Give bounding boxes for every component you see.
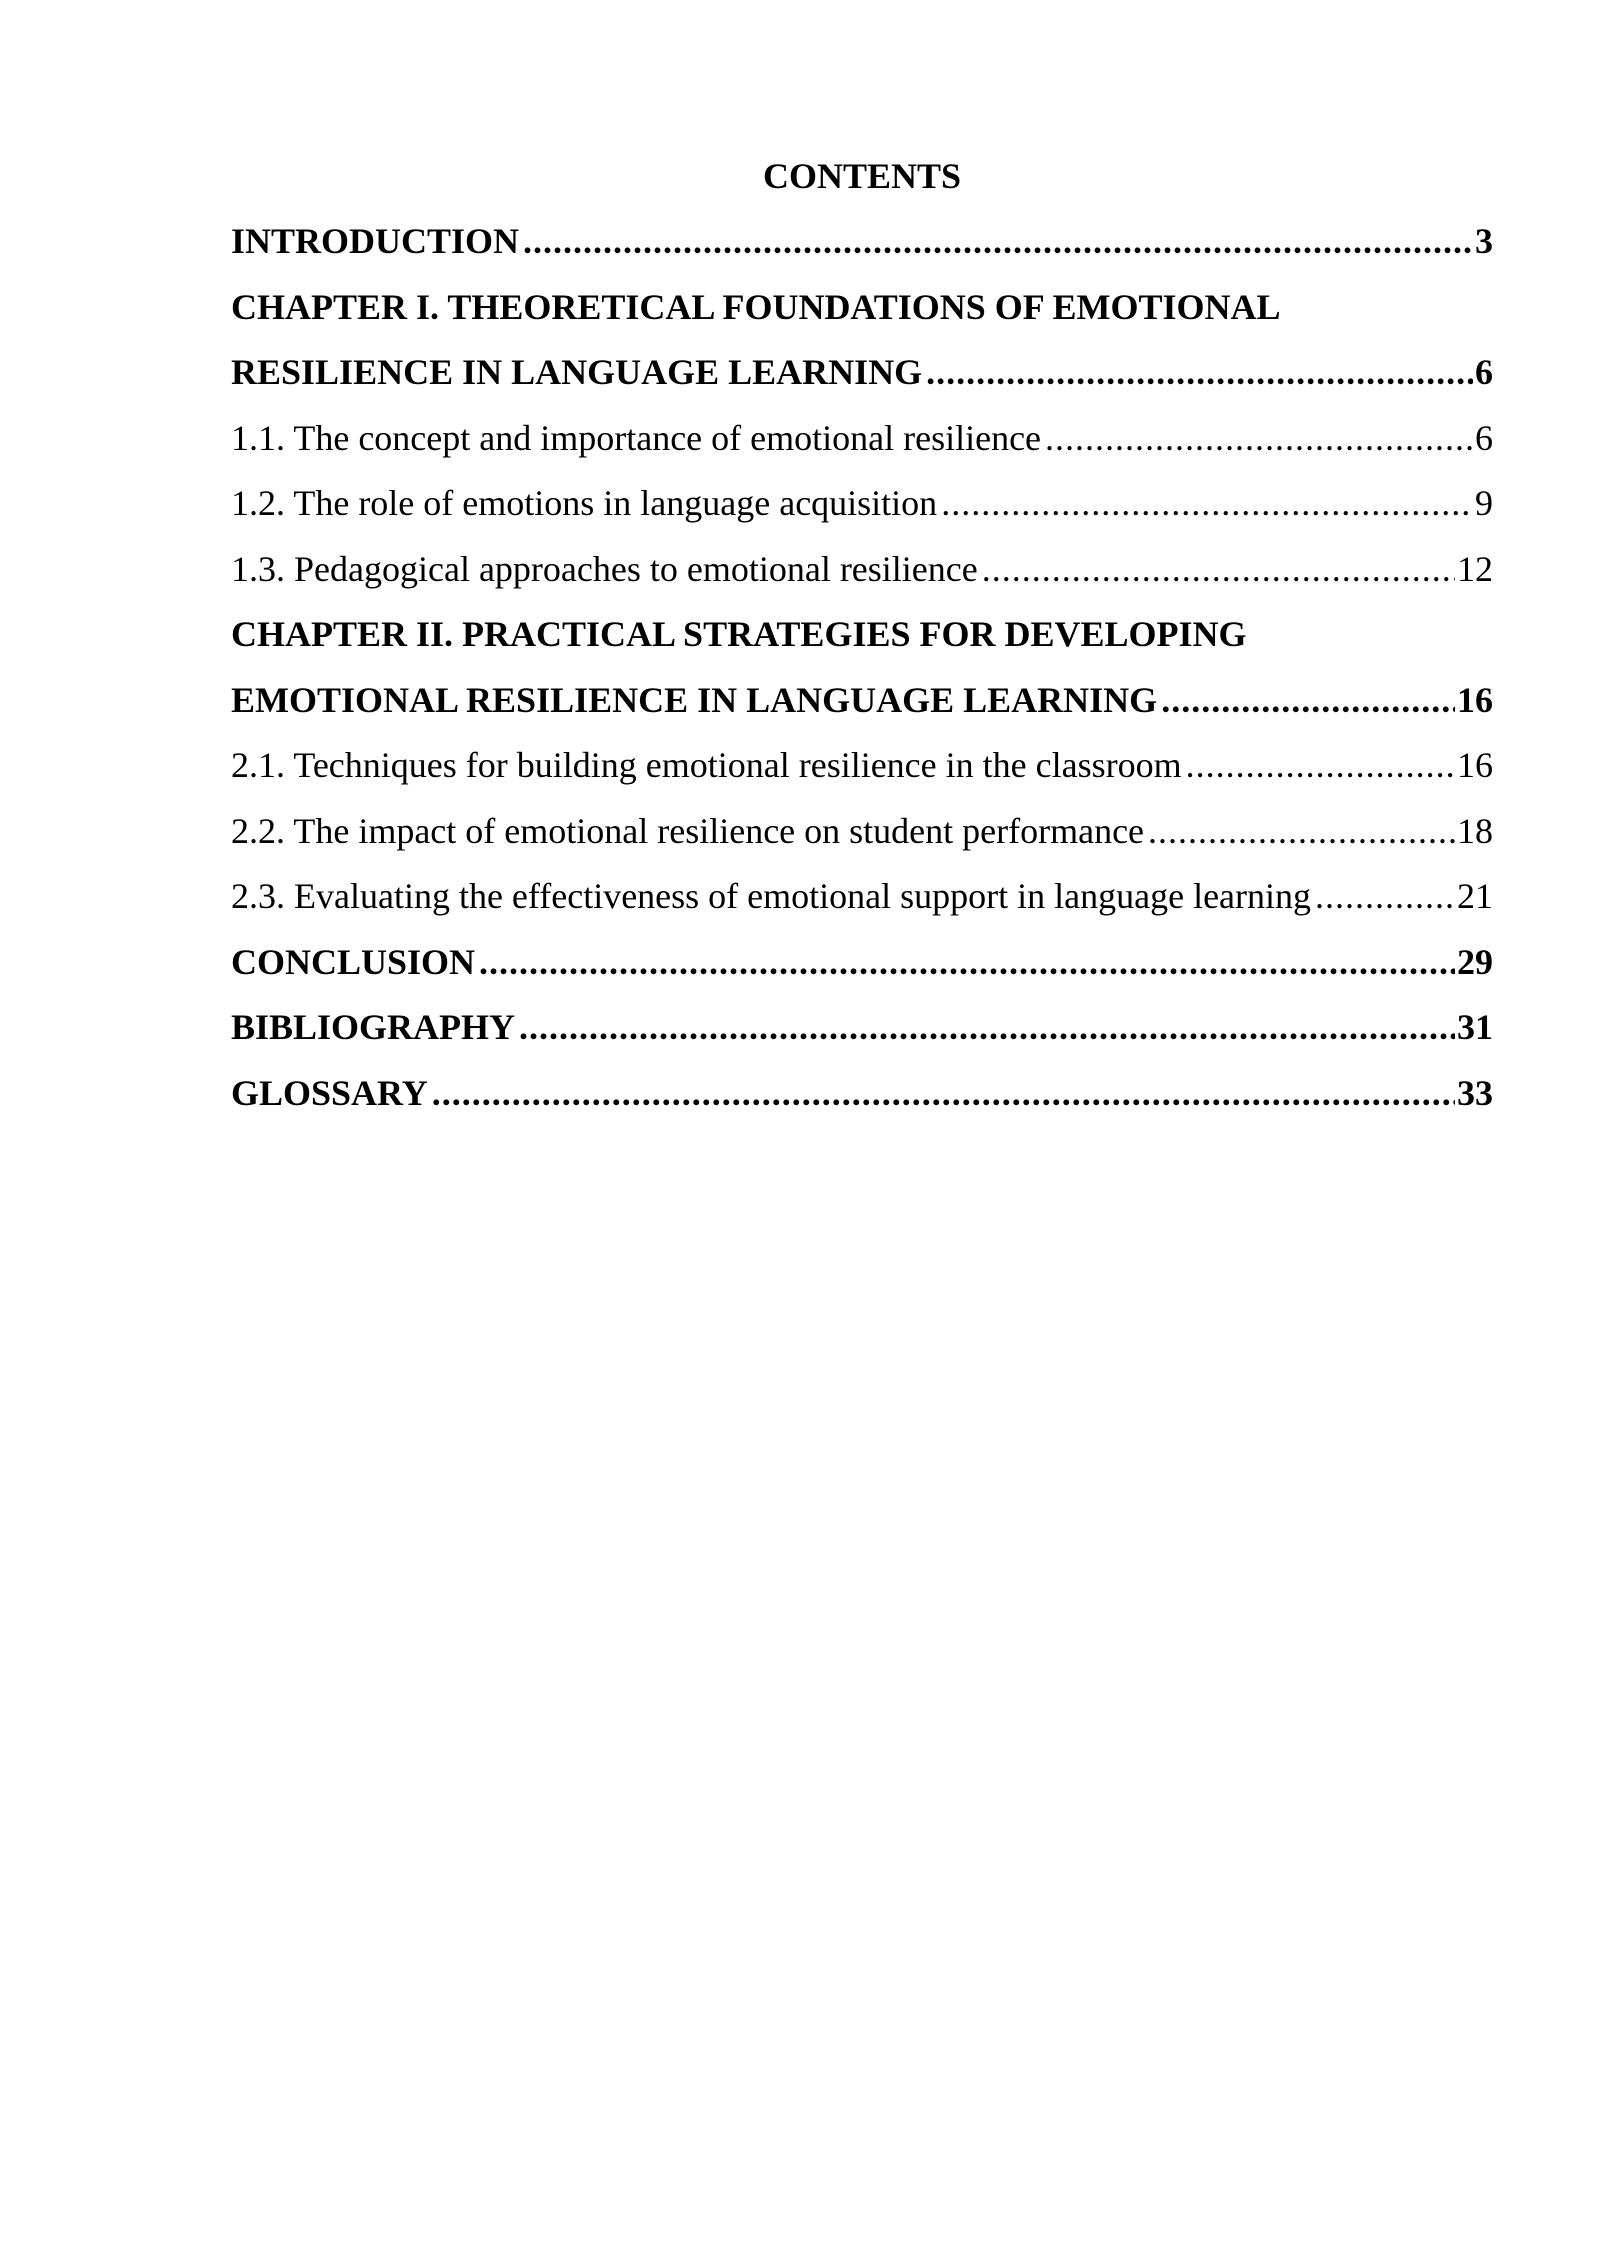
- toc-page-number: 21: [1457, 876, 1493, 916]
- toc-entry-label: 1.1. The concept and importance of emotional resilience: [231, 417, 1042, 458]
- toc-entry-label: 1.2. The role of emotions in language acquisition: [231, 483, 938, 523]
- dot-leader: [982, 537, 1455, 603]
- dot-leader: [1315, 864, 1455, 930]
- toc-page-number: 6: [1475, 352, 1493, 392]
- dot-leader: [1045, 406, 1473, 472]
- toc-entry-label-line-2: EMOTIONAL RESILIENCE IN LANGUAGE LEARNING: [231, 679, 1158, 720]
- toc-entry-chapter-1[interactable]: [231, 275, 1493, 406]
- dot-leader: [1186, 733, 1455, 799]
- toc-entry-bibliography[interactable]: [231, 995, 1493, 1061]
- toc-entry-glossary[interactable]: [231, 1061, 1493, 1127]
- toc-entry-section-1-2[interactable]: [231, 471, 1493, 537]
- dot-leader: [1161, 668, 1455, 734]
- toc-page-number: 6: [1475, 417, 1493, 458]
- toc-page-number: 33: [1457, 1072, 1493, 1113]
- toc-entry-conclusion[interactable]: [231, 930, 1493, 996]
- toc-page-number: 12: [1457, 548, 1493, 589]
- toc-entry-section-2-2[interactable]: [231, 799, 1493, 865]
- dot-leader: [941, 471, 1473, 537]
- dot-leader: [519, 995, 1455, 1061]
- dot-leader: [523, 209, 1473, 275]
- toc-entry-label: 2.1. Techniques for building emotional resilience in the classroom: [231, 745, 1182, 785]
- dot-leader: [1148, 799, 1455, 865]
- toc-entry-section-1-1[interactable]: [231, 406, 1493, 472]
- toc-title: CONTENTS: [762, 156, 962, 196]
- toc-entry-section-1-3[interactable]: [231, 537, 1493, 603]
- toc-entry-label-line-1: CHAPTER II. PRACTICAL STRATEGIES FOR DEVELOPING: [231, 614, 1247, 654]
- toc-page-number: 18: [1457, 810, 1493, 851]
- toc-entry-label: 2.2. The impact of emotional resilience on student performance: [231, 810, 1145, 851]
- toc-entry-section-2-3[interactable]: [231, 864, 1493, 930]
- toc-entry-section-2-1[interactable]: [231, 733, 1493, 799]
- toc-entry-chapter-2[interactable]: [231, 602, 1493, 733]
- toc-page-number: 16: [1457, 679, 1493, 720]
- toc-entry-label-line-2: RESILIENCE IN LANGUAGE LEARNING: [231, 352, 923, 392]
- toc-page-number: 9: [1475, 483, 1493, 523]
- dot-leader: [479, 930, 1455, 996]
- toc-entry-label: GLOSSARY: [231, 1072, 428, 1113]
- toc-page-number: 16: [1457, 745, 1493, 785]
- toc-entry-label: 2.3. Evaluating the effectiveness of emotional support in language learning: [231, 876, 1312, 916]
- table-of-contents: [231, 144, 1493, 1126]
- toc-entry-label-line-1: CHAPTER I. THEORETICAL FOUNDATIONS OF EMOTIONAL: [231, 286, 1281, 327]
- toc-entry-introduction[interactable]: [231, 209, 1493, 275]
- toc-entry-label: CONCLUSION: [231, 941, 476, 982]
- toc-entry-label: INTRODUCTION: [231, 221, 520, 261]
- toc-entry-label: BIBLIOGRAPHY: [231, 1007, 516, 1047]
- dot-leader: [926, 340, 1473, 406]
- toc-page-number: 29: [1457, 941, 1493, 982]
- toc-page-number: 31: [1457, 1007, 1493, 1047]
- toc-entry-label: 1.3. Pedagogical approaches to emotional resilience: [231, 548, 978, 589]
- toc-page-number: 3: [1475, 221, 1493, 261]
- dot-leader: [432, 1061, 1455, 1127]
